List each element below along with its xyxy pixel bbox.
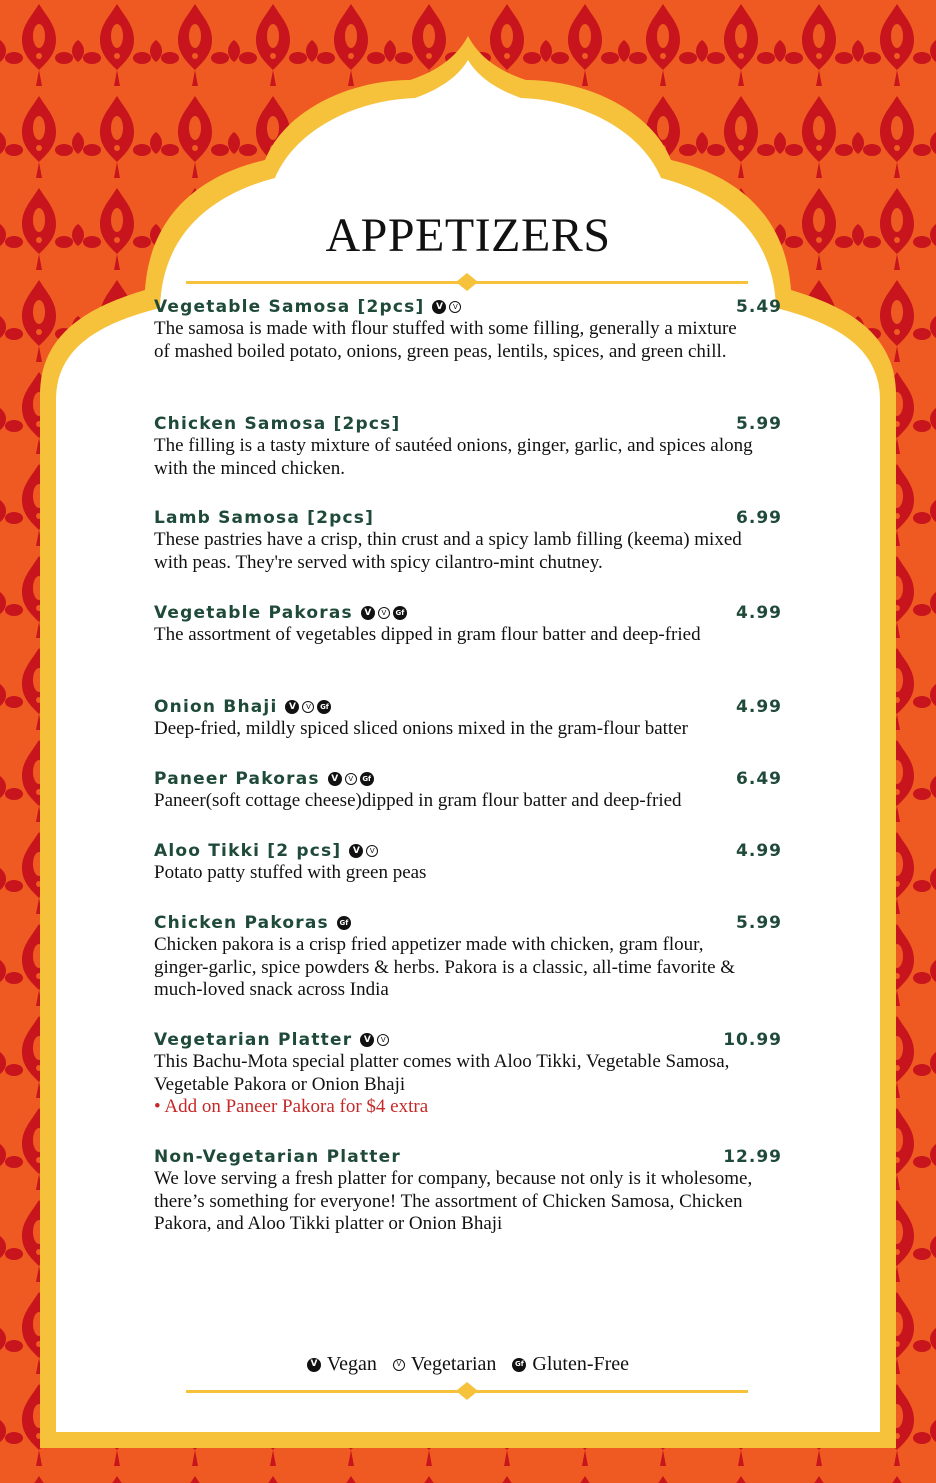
vegan-icon: V — [432, 300, 446, 314]
gluten-free-icon: Gf — [337, 916, 351, 930]
dietary-badges — [361, 606, 407, 620]
vegetarian-icon: V — [366, 845, 378, 857]
gluten-free-icon: Gf — [317, 700, 331, 714]
gluten-free-icon: Gf — [512, 1358, 526, 1372]
menu-item-header — [154, 413, 782, 435]
menu-item-description: Paneer(soft cottage cheese)dipped in gram flour batter and deep-fried — [154, 790, 682, 811]
menu-item-header — [154, 696, 782, 718]
menu-item-name: Onion Bhaji — [154, 697, 278, 717]
menu-item — [154, 413, 782, 480]
menu-item — [154, 1146, 782, 1236]
menu-item-description: Chicken pakora is a crisp fried appetizer made with chicken, gram flour, ginger-garlic, spice powders & herbs. Pakora is a classic, all-time favorite & much-loved snack across India — [154, 934, 736, 1000]
menu-item-description: These pastries have a crisp, thin crust and a spicy lamb filling (keema) mixed with peas. They're served with spicy cilantro-mint chutney. — [154, 529, 742, 573]
menu-item-name: Paneer Pakoras — [154, 769, 320, 789]
vegan-icon: V — [360, 1033, 374, 1047]
menu-item-price: 5.99 — [736, 414, 782, 434]
menu-item-description: This Bachu-Mota special platter comes with Aloo Tikki, Vegetable Samosa, Vegetable Pakora or Onion Bhaji — [154, 1051, 730, 1095]
menu-item — [154, 296, 782, 363]
menu-item — [154, 912, 782, 1002]
menu-item-description: We love serving a fresh platter for company, because not only is it wholesome, there’s something for everyone! The assortment of Chicken Samosa, Chicken Pakora, and Aloo Tikki platter or Onion Bhaji — [154, 1168, 753, 1234]
menu-item-header — [154, 840, 782, 862]
menu-item-price: 6.49 — [736, 769, 782, 789]
dietary-badges — [337, 916, 351, 930]
vegan-icon: V — [349, 844, 363, 858]
footer-divider — [186, 1380, 748, 1402]
title-divider — [186, 271, 748, 293]
menu-item — [154, 840, 782, 885]
menu-item-description: The filling is a tasty mixture of sautéed onions, ginger, garlic, and spices along with the minced chicken. — [154, 435, 753, 479]
dietary-badges — [349, 844, 378, 858]
menu-item-name: Vegetarian Platter — [154, 1030, 353, 1050]
vegetarian-icon: V — [378, 607, 390, 619]
menu-item-name: Aloo Tikki [2 pcs] — [154, 841, 342, 861]
menu-item-description: Potato patty stuffed with green peas — [154, 862, 427, 883]
menu-item-header — [154, 507, 782, 529]
legend-gluten-free-label: Gluten-Free — [532, 1353, 630, 1375]
menu-item-header — [154, 1146, 782, 1168]
dietary-badges — [328, 772, 374, 786]
menu-item — [154, 602, 782, 647]
dietary-badges — [285, 700, 331, 714]
menu-item-price: 12.99 — [723, 1147, 782, 1167]
dietary-badges — [360, 1033, 389, 1047]
menu-item — [154, 507, 782, 574]
vegetarian-icon: V — [345, 773, 357, 785]
menu-item — [154, 1029, 782, 1119]
dietary-legend — [0, 1353, 936, 1376]
menu-item-price: 5.49 — [736, 297, 782, 317]
page-title: APPETIZERS — [325, 209, 611, 262]
menu-item — [154, 768, 782, 813]
vegetarian-icon: V — [393, 1359, 405, 1371]
menu-item-price: 4.99 — [736, 603, 782, 623]
menu-item-price: 10.99 — [723, 1030, 782, 1050]
menu-item-price: 6.99 — [736, 508, 782, 528]
menu-item-header — [154, 296, 782, 318]
menu-item — [154, 696, 782, 741]
legend-vegetarian — [393, 1353, 497, 1376]
vegetarian-icon: V — [377, 1034, 389, 1046]
vegan-icon: V — [361, 606, 375, 620]
menu-item-name: Non-Vegetarian Platter — [154, 1147, 401, 1167]
menu-item-description: The assortment of vegetables dipped in gram flour batter and deep-fried — [154, 624, 701, 645]
menu-item-note: • Add on Paneer Pakora for $4 extra — [154, 1096, 429, 1117]
menu-item-header — [154, 602, 782, 624]
menu-item-price: 5.99 — [736, 913, 782, 933]
vegetarian-icon: V — [449, 301, 461, 313]
menu-item-header — [154, 768, 782, 790]
menu-item-name: Vegetable Pakoras — [154, 603, 353, 623]
vegetarian-icon: V — [302, 701, 314, 713]
legend-vegan — [307, 1353, 377, 1376]
menu-item-description: Deep-fried, mildly spiced sliced onions mixed in the gram-flour batter — [154, 718, 688, 739]
vegan-icon: V — [307, 1358, 321, 1372]
vegan-icon: V — [328, 772, 342, 786]
dietary-badges — [432, 300, 461, 314]
menu-item-name: Lamb Samosa [2pcs] — [154, 508, 375, 528]
menu-item-description: The samosa is made with flour stuffed with some filling, generally a mixture of mashed boiled potato, onions, green peas, lentils, spices, and green chill. — [154, 318, 737, 362]
menu-item-price: 4.99 — [736, 841, 782, 861]
legend-vegan-label: Vegan — [326, 1353, 377, 1375]
legend-gluten-free — [512, 1353, 629, 1376]
gluten-free-icon: Gf — [360, 772, 374, 786]
menu-item-header — [154, 1029, 782, 1051]
gluten-free-icon: Gf — [393, 606, 407, 620]
legend-vegetarian-label: Vegetarian — [410, 1353, 497, 1375]
menu-item-name: Chicken Pakoras — [154, 913, 329, 933]
vegan-icon: V — [285, 700, 299, 714]
menu-item-name: Vegetable Samosa [2pcs] — [154, 297, 425, 317]
menu-item-name: Chicken Samosa [2pcs] — [154, 414, 401, 434]
menu-item-price: 4.99 — [736, 697, 782, 717]
menu-item-header — [154, 912, 782, 934]
